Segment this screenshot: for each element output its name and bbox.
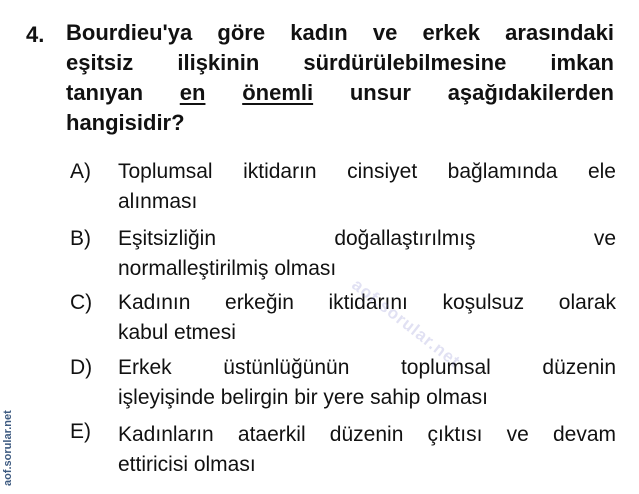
option-b-letter: B) xyxy=(70,227,91,250)
question-line-2: eşitsiz ilişkinin sürdürülebilmesine imkan xyxy=(66,50,614,75)
option-d-line-2: işleyişinde belirgin bir yere sahip olması xyxy=(118,386,489,409)
emphasis-en: en xyxy=(179,80,206,105)
option-a-line-2: alınması xyxy=(118,190,198,213)
question-number: 4. xyxy=(26,22,45,47)
option-c-letter: C) xyxy=(70,291,93,314)
side-watermark: aof.sorular.net xyxy=(2,410,14,486)
emphasis-onemli: önemli xyxy=(242,80,314,105)
option-b-line-1: Eşitsizliğin doğallaştırılmış ve xyxy=(118,227,616,250)
option-e-letter: E) xyxy=(70,420,91,443)
question-line-4: hangisidir? xyxy=(66,110,185,135)
question-line-3 xyxy=(66,78,614,108)
question-line-1: Bourdieu'ya göre kadın ve erkek arasındaki xyxy=(66,20,614,45)
option-d-letter: D) xyxy=(70,356,93,379)
question-line-3-space xyxy=(205,80,242,105)
center-watermark: aof.sorular.net xyxy=(348,275,465,372)
option-b-line-2: normalleştirilmiş olması xyxy=(118,257,337,280)
option-d-line-1: Erkek üstünlüğünün toplumsal düzenin xyxy=(118,356,616,379)
option-a-line-1: Toplumsal iktidarın cinsiyet bağlamında ele xyxy=(118,160,616,183)
option-e-line-1: Kadınların ataerkil düzenin çıktısı ve devam xyxy=(118,423,616,446)
question-line-3-start: tanıyan xyxy=(66,80,180,105)
question-line-3-end: unsur aşağıdakilerden xyxy=(313,80,614,105)
option-c-line-2: kabul etmesi xyxy=(118,321,236,344)
option-a-letter: A) xyxy=(70,160,91,183)
option-e-line-2: ettiricisi olması xyxy=(118,453,256,476)
option-c-line-1: Kadının erkeğin iktidarını koşulsuz olarak xyxy=(118,291,616,314)
